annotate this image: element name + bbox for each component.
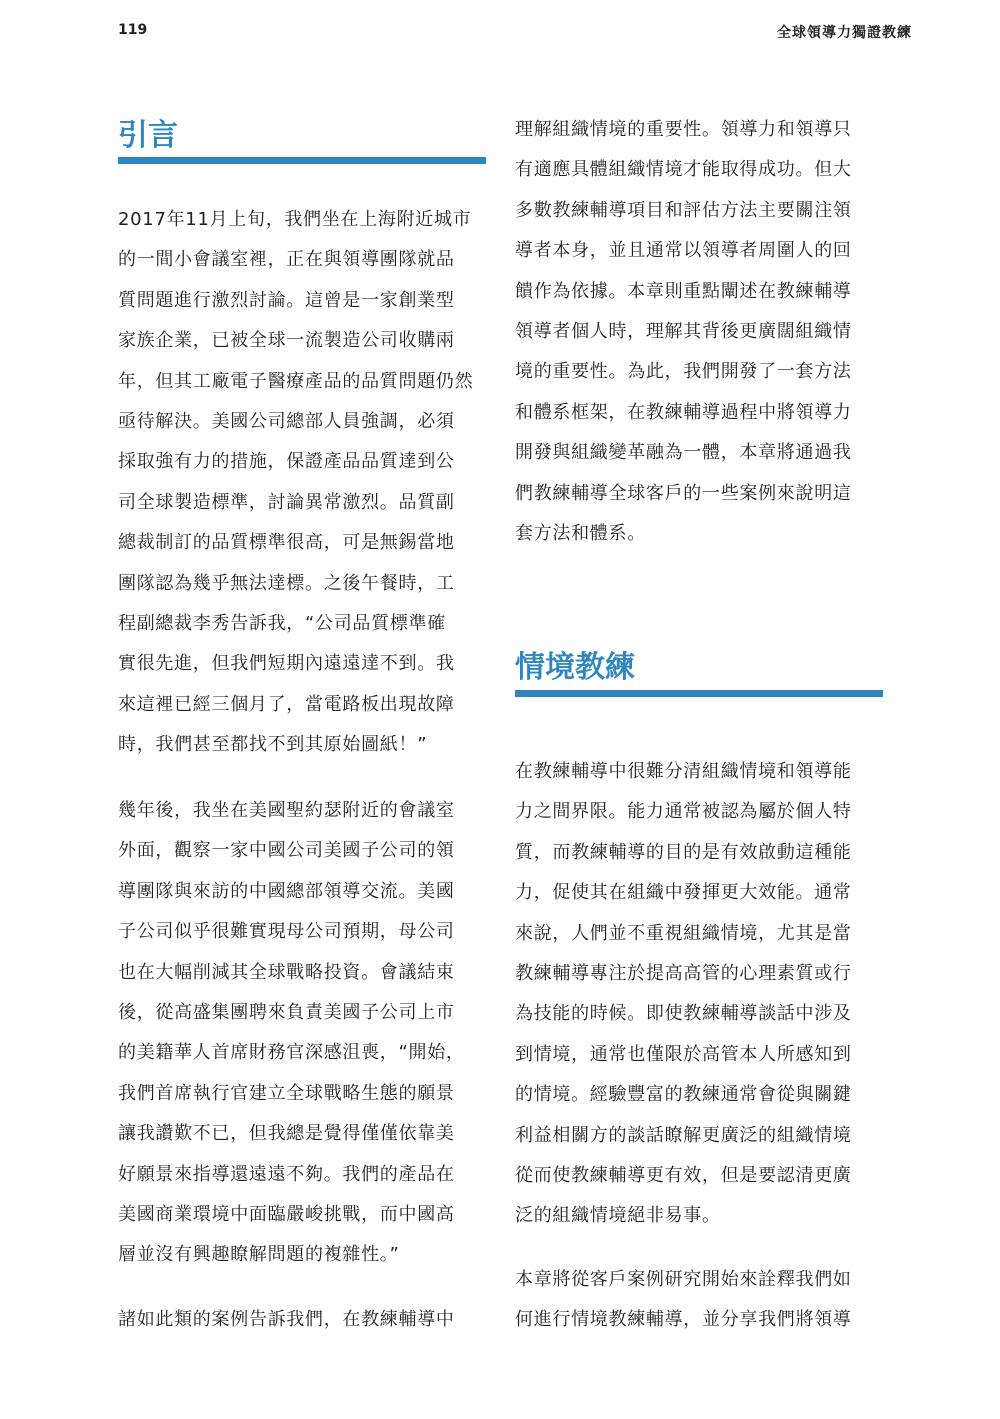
text-line: 來這裡已經三個月了，當電路板出現故障 (118, 693, 455, 715)
text-line: 程副總裁李秀告訴我，“公司品質標準確 (118, 612, 446, 634)
text-line: 從而使教練輔導更有效，但是要認清更廣 (515, 1164, 852, 1186)
text-line: 開發與組織變革融為一體，本章將通過我 (515, 442, 852, 464)
text-line: 泛的組織情境絕非易事。 (515, 1205, 721, 1227)
text-line: 也在大幅削減其全球戰略投資。會議結束 (118, 961, 455, 983)
text-line: 和體系框架，在教練輔導過程中將領導力 (515, 401, 852, 423)
text-line: 我們首席執行官建立全球戰略生態的願景 (118, 1082, 455, 1104)
section-heading-intro: 引言 (118, 118, 178, 153)
text-line: 外面，觀察一家中國公司美國子公司的領 (118, 840, 455, 862)
text-line: 層並沒有興趣瞭解問題的複雜性。” (118, 1244, 400, 1266)
text-line: 在教練輔導中很難分清組織情境和領導能 (515, 761, 852, 782)
text-line: 的美籍華人首席財務官深感沮喪，“開始， (118, 1042, 465, 1064)
text-line: 好願景來指導還遠遠不夠。我們的產品在 (118, 1163, 455, 1185)
text-line: 導者本身，並且通常以領導者周圍人的回 (515, 240, 852, 262)
text-line: 力之間界限。能力通常被認為屬於個人特 (515, 801, 852, 823)
text-line: 子公司似乎很難實現母公司預期，母公司 (118, 921, 455, 943)
book-title: 全球領導力獨證教練 (777, 25, 912, 41)
paragraph (118, 791, 488, 1276)
text-line: 美國商業環境中面臨嚴峻挑戰，而中國高 (118, 1203, 455, 1225)
text-line: 司全球製造標準，討論異常激烈。品質副 (118, 491, 455, 513)
text-line: 教練輔導專注於提高高管的心理素質或行 (515, 962, 852, 984)
text-line: 採取強有力的措施，保證產品品質達到公 (118, 451, 455, 473)
paragraph (118, 1300, 488, 1340)
text-line: 的情境。經驗豐富的教練通常會從與關鍵 (515, 1084, 852, 1106)
text-line: 團隊認為幾乎無法達標。之後午餐時，工 (118, 572, 455, 594)
text-line: 為技能的時候。即使教練輔導談話中涉及 (515, 1003, 852, 1025)
text-line: 總裁制訂的品質標準很高，可是無錫當地 (118, 532, 455, 554)
paragraph (515, 752, 883, 1237)
running-header (118, 22, 912, 46)
text-line: 理解組織情境的重要性。領導力和領導只 (515, 119, 852, 140)
text-line: 的一間小會議室裡，正在與領導團隊就品 (118, 249, 455, 271)
text-line: 們教練輔導全球客戶的一些案例來說明這 (515, 482, 852, 504)
text-line: 讓我讚歎不已，但我總是覺得僅僅依靠美 (118, 1123, 455, 1145)
page-number: 119 (118, 22, 148, 38)
text-line: 有適應具體組織情境才能取得成功。但大 (515, 159, 852, 181)
text-line: 家族企業，已被全球一流製造公司收購兩 (118, 330, 455, 352)
text-line: 導團隊與來訪的中國總部領導交流。美國 (118, 880, 455, 902)
text-line: 利益相關方的談話瞭解更廣泛的組織情境 (515, 1124, 852, 1146)
text-line: 境的重要性。為此，我們開發了一套方法 (515, 361, 852, 383)
paragraph (515, 1260, 883, 1341)
text-line: 套方法和體系。 (515, 522, 646, 544)
text-line: 時，我們甚至都找不到其原始圖紙！” (118, 734, 428, 756)
text-line: 力，促使其在組織中發揮更大效能。通常 (515, 882, 852, 904)
text-line: 2017年11月上旬，我們坐在上海附近城市 (118, 209, 472, 230)
text-line: 諸如此類的案例告訴我們，在教練輔導中 (118, 1309, 455, 1330)
text-line: 本章將從客戶案例研究開始來詮釋我們如 (515, 1269, 852, 1290)
text-line: 實很先進，但我們短期內遠遠達不到。我 (118, 653, 455, 675)
paragraph (515, 110, 883, 554)
text-line: 領導者個人時，理解其背後更廣闊組織情 (515, 320, 852, 342)
text-line: 到情境，通常也僅限於高管本人所感知到 (515, 1043, 852, 1065)
text-line: 後，從高盛集團聘來負責美國子公司上市 (118, 1001, 455, 1023)
heading-rule (118, 157, 486, 164)
text-line: 何進行情境教練輔導，並分享我們將領導 (515, 1309, 852, 1331)
paragraph (118, 200, 488, 765)
text-line: 幾年後，我坐在美國聖約瑟附近的會議室 (118, 800, 455, 821)
text-line: 多數教練輔導項目和評估方法主要關注領 (515, 199, 852, 221)
section-heading-context-coaching: 情境教練 (515, 650, 635, 685)
text-line: 質問題進行激烈討論。這曾是一家創業型 (118, 289, 455, 311)
text-line: 質，而教練輔導的目的是有效啟動這種能 (515, 841, 852, 863)
text-line: 年，但其工廠電子醫療產品的品質問題仍然 (118, 370, 474, 392)
text-line: 饋作為依據。本章則重點闡述在教練輔導 (515, 280, 852, 302)
heading-rule (515, 690, 883, 697)
text-line: 亟待解決。美國公司總部人員強調，必須 (118, 410, 455, 432)
text-line: 來說，人們並不重視組織情境，尤其是當 (515, 922, 852, 944)
